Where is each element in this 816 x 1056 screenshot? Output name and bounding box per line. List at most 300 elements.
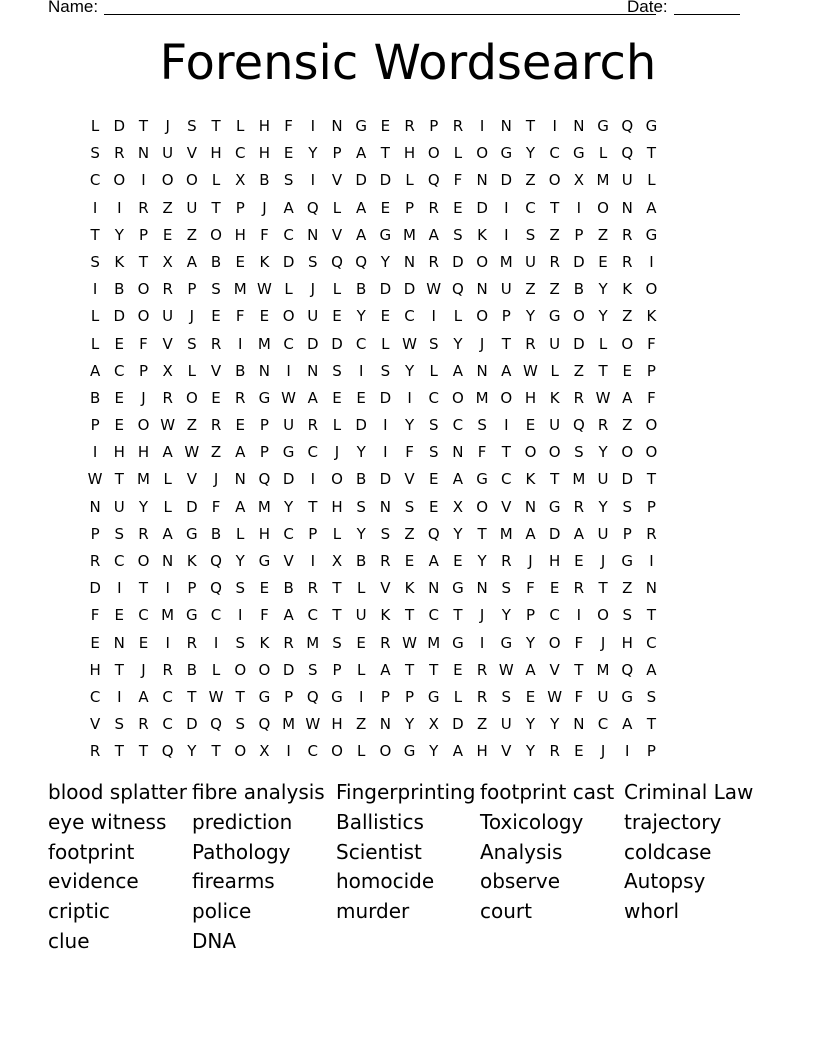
grid-letter[interactable]: P <box>622 524 632 543</box>
grid-letter[interactable]: Q <box>210 715 222 734</box>
grid-letter[interactable]: Y <box>429 742 439 761</box>
grid-letter[interactable]: Z <box>525 280 536 299</box>
grid-letter[interactable]: M <box>306 633 320 652</box>
grid-letter[interactable]: Y <box>114 225 124 244</box>
grid-letter[interactable]: S <box>235 579 245 598</box>
grid-letter[interactable]: C <box>452 416 464 435</box>
grid-letter[interactable]: V <box>501 497 512 516</box>
grid-letter[interactable]: O <box>548 171 561 190</box>
grid-letter[interactable]: T <box>114 742 124 761</box>
grid-letter[interactable]: C <box>283 225 294 244</box>
grid-letter[interactable]: B <box>210 252 222 271</box>
grid-letter[interactable]: C <box>501 470 512 489</box>
grid-letter[interactable]: U <box>355 606 367 625</box>
grid-letter[interactable]: E <box>211 307 221 326</box>
grid-letter[interactable]: B <box>573 280 584 299</box>
grid-letter[interactable]: I <box>213 633 219 652</box>
grid-letter[interactable]: O <box>210 225 222 244</box>
grid-letter[interactable]: N <box>621 198 633 217</box>
grid-letter[interactable]: I <box>141 171 146 190</box>
grid-letter[interactable]: N <box>645 579 658 598</box>
grid-letter[interactable]: T <box>211 198 221 217</box>
grid-letter[interactable]: E <box>574 552 584 570</box>
grid-letter[interactable]: Q <box>572 416 585 435</box>
grid-letter[interactable]: T <box>646 606 656 625</box>
grid-letter[interactable]: O <box>452 388 464 407</box>
grid-letter[interactable]: U <box>162 144 174 163</box>
grid-letter[interactable]: C <box>404 307 415 326</box>
grid-letter[interactable]: I <box>504 225 509 244</box>
grid-letter[interactable]: Z <box>622 579 633 598</box>
grid-letter[interactable]: G <box>621 687 634 706</box>
grid-letter[interactable]: T <box>646 144 656 163</box>
grid-letter[interactable]: Z <box>573 361 584 380</box>
grid-letter[interactable]: W <box>281 388 297 407</box>
grid-letter[interactable]: K <box>259 252 270 271</box>
grid-letter[interactable]: X <box>428 715 439 734</box>
grid-letter[interactable]: A <box>622 388 633 407</box>
grid-letter[interactable]: F <box>260 225 269 244</box>
grid-letter[interactable]: E <box>114 416 125 435</box>
grid-letter[interactable]: A <box>186 252 197 271</box>
grid-letter[interactable]: G <box>476 470 488 489</box>
grid-letter[interactable]: D <box>355 171 367 190</box>
grid-letter[interactable]: C <box>283 334 294 353</box>
grid-letter[interactable]: S <box>211 280 221 299</box>
grid-letter[interactable]: L <box>90 307 100 326</box>
grid-letter[interactable]: R <box>138 198 149 217</box>
grid-letter[interactable]: O <box>185 171 198 190</box>
grid-letter[interactable]: P <box>405 198 415 217</box>
grid-letter[interactable]: O <box>548 443 561 462</box>
grid-letter[interactable]: V <box>501 742 512 761</box>
grid-letter[interactable]: O <box>621 334 634 353</box>
grid-letter[interactable]: F <box>405 443 414 462</box>
grid-letter[interactable]: Y <box>501 606 511 625</box>
grid-letter[interactable]: L <box>332 416 342 435</box>
grid-letter[interactable]: J <box>141 660 146 679</box>
grid-letter[interactable]: G <box>258 687 271 706</box>
grid-letter[interactable]: H <box>403 144 416 163</box>
grid-letter[interactable]: E <box>525 687 536 706</box>
grid-letter[interactable]: A <box>356 144 367 163</box>
grid-letter[interactable]: Y <box>525 307 536 326</box>
grid-letter[interactable]: T <box>138 117 149 135</box>
grid-letter[interactable]: T <box>380 144 390 163</box>
grid-letter[interactable]: Z <box>476 715 488 734</box>
grid-letter[interactable]: D <box>186 497 198 516</box>
grid-letter[interactable]: F <box>90 606 100 625</box>
grid-letter[interactable]: R <box>380 633 391 652</box>
grid-letter[interactable]: C <box>549 606 560 625</box>
grid-letter[interactable]: B <box>356 552 367 570</box>
grid-letter[interactable]: Y <box>525 633 536 652</box>
grid-letter[interactable]: D <box>573 334 585 353</box>
grid-letter[interactable]: M <box>257 334 271 353</box>
grid-letter[interactable]: L <box>356 579 366 598</box>
grid-letter[interactable]: Z <box>549 280 560 299</box>
grid-letter[interactable]: L <box>332 280 342 299</box>
grid-letter[interactable]: S <box>428 334 439 353</box>
grid-letter[interactable]: P <box>90 416 100 435</box>
grid-letter[interactable]: W <box>595 388 611 407</box>
grid-letter[interactable]: D <box>500 171 513 190</box>
grid-letter[interactable]: A <box>501 361 512 380</box>
grid-letter[interactable]: S <box>574 443 584 462</box>
grid-letter[interactable]: V <box>162 334 173 353</box>
grid-letter[interactable]: D <box>355 416 367 435</box>
grid-letter[interactable]: I <box>358 361 364 380</box>
grid-letter[interactable]: G <box>645 225 658 244</box>
grid-letter[interactable]: Y <box>356 443 366 462</box>
grid-letter[interactable]: B <box>356 280 367 299</box>
grid-letter[interactable]: O <box>524 443 537 462</box>
grid-letter[interactable]: S <box>283 171 294 190</box>
grid-letter[interactable]: O <box>572 307 585 326</box>
grid-letter[interactable]: L <box>429 361 438 380</box>
grid-letter[interactable]: A <box>235 443 246 462</box>
grid-letter[interactable]: R <box>549 252 560 271</box>
grid-letter[interactable]: G <box>186 606 198 625</box>
grid-letter[interactable]: U <box>307 307 319 326</box>
grid-letter[interactable]: K <box>114 252 125 271</box>
grid-letter[interactable]: C <box>114 552 125 570</box>
grid-letter[interactable]: Q <box>258 715 271 734</box>
grid-letter[interactable]: H <box>524 388 537 407</box>
grid-letter[interactable]: X <box>259 742 270 761</box>
grid-letter[interactable]: I <box>552 117 557 135</box>
grid-letter[interactable]: U <box>597 687 609 706</box>
grid-letter[interactable]: I <box>117 198 122 217</box>
grid-letter[interactable]: O <box>645 443 658 462</box>
grid-letter[interactable]: S <box>235 633 245 652</box>
grid-letter[interactable]: D <box>403 280 416 299</box>
grid-letter[interactable]: P <box>525 606 535 625</box>
grid-letter[interactable]: W <box>305 715 321 734</box>
grid-letter[interactable]: L <box>211 660 221 679</box>
grid-letter[interactable]: R <box>573 497 585 516</box>
grid-letter[interactable]: A <box>646 198 657 217</box>
grid-letter[interactable]: I <box>576 198 582 217</box>
grid-letter[interactable]: J <box>600 742 606 761</box>
name-field[interactable] <box>104 14 656 15</box>
grid-letter[interactable]: R <box>428 252 439 271</box>
grid-letter[interactable]: U <box>621 171 633 190</box>
grid-letter[interactable]: R <box>476 660 488 679</box>
grid-letter[interactable]: F <box>574 687 584 706</box>
grid-letter[interactable]: R <box>646 524 657 543</box>
grid-letter[interactable]: I <box>310 470 315 489</box>
grid-letter[interactable]: H <box>137 443 150 462</box>
grid-letter[interactable]: I <box>165 633 170 652</box>
grid-letter[interactable]: E <box>332 388 342 407</box>
grid-letter[interactable]: C <box>428 606 439 625</box>
grid-letter[interactable]: R <box>89 742 101 761</box>
grid-letter[interactable]: K <box>622 280 633 299</box>
grid-letter[interactable]: I <box>165 579 170 598</box>
grid-letter[interactable]: Z <box>186 416 197 435</box>
grid-letter[interactable]: K <box>646 307 657 326</box>
grid-letter[interactable]: W <box>87 470 103 489</box>
grid-letter[interactable]: U <box>162 307 174 326</box>
grid-letter[interactable]: D <box>113 307 126 326</box>
grid-letter[interactable]: X <box>331 552 343 570</box>
grid-letter[interactable]: O <box>548 633 561 652</box>
grid-letter[interactable]: O <box>137 307 150 326</box>
grid-letter[interactable]: G <box>452 579 464 598</box>
grid-letter[interactable]: C <box>307 443 319 462</box>
grid-letter[interactable]: J <box>479 606 485 625</box>
grid-letter[interactable]: O <box>137 280 150 299</box>
grid-letter[interactable]: G <box>258 552 271 570</box>
grid-letter[interactable]: H <box>258 117 271 135</box>
grid-letter[interactable]: A <box>525 660 536 679</box>
grid-letter[interactable]: T <box>646 715 656 734</box>
grid-letter[interactable]: Q <box>161 742 174 761</box>
grid-letter[interactable]: M <box>282 715 296 734</box>
grid-letter[interactable]: I <box>117 579 122 598</box>
grid-letter[interactable]: L <box>598 334 608 353</box>
grid-letter[interactable]: E <box>525 416 536 435</box>
grid-letter[interactable]: Z <box>210 443 222 462</box>
grid-letter[interactable]: A <box>452 742 464 761</box>
grid-letter[interactable]: O <box>597 606 609 625</box>
grid-letter[interactable]: R <box>307 416 318 435</box>
grid-letter[interactable]: C <box>234 144 246 163</box>
grid-letter[interactable]: S <box>356 497 366 516</box>
grid-letter[interactable]: R <box>283 633 294 652</box>
grid-letter[interactable]: V <box>331 225 343 244</box>
grid-letter[interactable]: E <box>428 497 439 516</box>
grid-letter[interactable]: Y <box>356 524 366 543</box>
grid-letter[interactable]: T <box>646 470 656 489</box>
grid-letter[interactable]: R <box>162 280 173 299</box>
grid-letter[interactable]: A <box>162 443 173 462</box>
grid-letter[interactable]: M <box>136 470 150 489</box>
grid-letter[interactable]: H <box>331 715 343 734</box>
grid-letter[interactable]: J <box>189 307 195 326</box>
grid-letter[interactable]: P <box>284 687 294 706</box>
grid-letter[interactable]: Z <box>549 225 560 244</box>
grid-letter[interactable]: V <box>210 361 222 380</box>
grid-letter[interactable]: P <box>138 225 148 244</box>
grid-letter[interactable]: E <box>90 633 100 652</box>
grid-letter[interactable]: R <box>138 524 149 543</box>
grid-letter[interactable]: I <box>238 334 243 353</box>
grid-letter[interactable]: R <box>210 416 222 435</box>
grid-letter[interactable]: I <box>479 633 485 652</box>
grid-letter[interactable]: P <box>332 660 342 679</box>
grid-letter[interactable]: U <box>500 715 512 734</box>
grid-letter[interactable]: L <box>356 742 366 761</box>
grid-letter[interactable]: S <box>646 687 657 706</box>
grid-letter[interactable]: W <box>523 361 538 380</box>
grid-letter[interactable]: W <box>184 443 200 462</box>
grid-letter[interactable]: C <box>89 687 101 706</box>
grid-letter[interactable]: E <box>114 606 125 625</box>
grid-letter[interactable]: A <box>452 470 464 489</box>
date-field[interactable] <box>674 14 740 15</box>
grid-letter[interactable]: L <box>90 117 100 135</box>
grid-letter[interactable]: A <box>428 225 439 244</box>
grid-letter[interactable]: N <box>89 497 101 516</box>
grid-letter[interactable]: Z <box>525 171 536 190</box>
grid-letter[interactable]: G <box>500 633 513 652</box>
grid-letter[interactable]: U <box>597 524 609 543</box>
grid-letter[interactable]: R <box>89 552 101 570</box>
grid-letter[interactable]: S <box>114 715 125 734</box>
grid-letter[interactable]: O <box>331 470 343 489</box>
grid-letter[interactable]: G <box>548 307 561 326</box>
grid-letter[interactable]: I <box>310 117 315 135</box>
grid-letter[interactable]: S <box>501 687 512 706</box>
grid-letter[interactable]: A <box>162 524 173 543</box>
grid-letter[interactable]: C <box>162 715 173 734</box>
grid-letter[interactable]: T <box>598 579 608 598</box>
grid-letter[interactable]: J <box>600 633 606 652</box>
grid-letter[interactable]: E <box>428 470 439 489</box>
grid-letter[interactable]: J <box>310 280 315 299</box>
grid-letter[interactable]: V <box>380 579 391 598</box>
grid-letter[interactable]: L <box>453 687 463 706</box>
grid-letter[interactable]: K <box>549 388 560 407</box>
grid-letter[interactable]: S <box>332 633 342 652</box>
grid-letter[interactable]: L <box>332 524 342 543</box>
grid-letter[interactable]: Q <box>452 280 464 299</box>
grid-letter[interactable]: P <box>187 280 197 299</box>
grid-letter[interactable]: I <box>358 687 364 706</box>
grid-letter[interactable]: F <box>235 307 245 326</box>
grid-letter[interactable]: G <box>258 388 271 407</box>
grid-letter[interactable]: T <box>574 660 584 679</box>
grid-letter[interactable]: D <box>282 252 295 271</box>
grid-letter[interactable]: C <box>428 388 439 407</box>
grid-letter[interactable]: D <box>331 334 343 353</box>
grid-letter[interactable]: T <box>138 579 149 598</box>
grid-letter[interactable]: R <box>452 117 464 135</box>
grid-letter[interactable]: N <box>379 497 391 516</box>
grid-letter[interactable]: P <box>574 225 584 244</box>
grid-letter[interactable]: Y <box>598 497 608 516</box>
grid-letter[interactable]: P <box>501 307 511 326</box>
grid-letter[interactable]: E <box>114 388 125 407</box>
grid-letter[interactable]: A <box>622 715 633 734</box>
grid-letter[interactable]: H <box>621 633 633 652</box>
grid-letter[interactable]: H <box>234 225 246 244</box>
grid-letter[interactable]: O <box>379 742 392 761</box>
grid-letter[interactable]: F <box>574 633 584 652</box>
grid-letter[interactable]: F <box>284 117 293 135</box>
grid-letter[interactable]: O <box>137 416 150 435</box>
grid-letter[interactable]: O <box>234 742 247 761</box>
grid-letter[interactable]: A <box>428 552 439 570</box>
grid-letter[interactable]: N <box>476 579 488 598</box>
grid-letter[interactable]: K <box>477 225 488 244</box>
grid-letter[interactable]: N <box>476 361 488 380</box>
grid-letter[interactable]: Q <box>306 687 319 706</box>
grid-letter[interactable]: O <box>500 388 513 407</box>
grid-letter[interactable]: E <box>549 579 560 598</box>
grid-letter[interactable]: N <box>113 633 125 652</box>
grid-letter[interactable]: M <box>572 470 586 489</box>
grid-letter[interactable]: X <box>162 252 173 271</box>
grid-letter[interactable]: Y <box>308 144 318 163</box>
grid-letter[interactable]: H <box>476 742 488 761</box>
grid-letter[interactable]: T <box>429 660 439 679</box>
grid-letter[interactable]: R <box>501 552 512 570</box>
grid-letter[interactable]: K <box>525 470 536 489</box>
grid-letter[interactable]: H <box>113 443 125 462</box>
grid-letter[interactable]: U <box>524 252 536 271</box>
grid-letter[interactable]: L <box>405 171 414 190</box>
grid-letter[interactable]: S <box>622 606 632 625</box>
grid-letter[interactable]: M <box>161 606 175 625</box>
grid-letter[interactable]: C <box>162 687 173 706</box>
grid-letter[interactable]: Y <box>598 307 608 326</box>
grid-letter[interactable]: H <box>258 524 271 543</box>
grid-letter[interactable]: X <box>162 361 173 380</box>
grid-letter[interactable]: E <box>259 579 270 598</box>
grid-letter[interactable]: I <box>431 307 436 326</box>
grid-letter[interactable]: R <box>428 198 439 217</box>
grid-letter[interactable]: D <box>452 715 464 734</box>
grid-letter[interactable]: Y <box>525 144 536 163</box>
grid-letter[interactable]: B <box>186 660 197 679</box>
grid-letter[interactable]: W <box>160 416 176 435</box>
grid-letter[interactable]: E <box>404 552 415 570</box>
grid-letter[interactable]: F <box>139 334 148 353</box>
grid-letter[interactable]: B <box>356 470 367 489</box>
grid-letter[interactable]: J <box>334 443 340 462</box>
grid-letter[interactable]: R <box>138 715 149 734</box>
grid-letter[interactable]: P <box>90 524 100 543</box>
grid-letter[interactable]: Q <box>427 524 440 543</box>
grid-letter[interactable]: O <box>645 416 658 435</box>
grid-letter[interactable]: L <box>550 361 559 380</box>
grid-letter[interactable]: Y <box>404 361 415 380</box>
grid-letter[interactable]: O <box>621 443 634 462</box>
grid-letter[interactable]: C <box>283 524 294 543</box>
grid-letter[interactable]: Z <box>404 524 415 543</box>
grid-letter[interactable]: E <box>574 742 584 761</box>
grid-letter[interactable]: R <box>622 252 633 271</box>
grid-letter[interactable]: G <box>427 687 440 706</box>
grid-letter[interactable]: G <box>379 225 392 244</box>
grid-letter[interactable]: S <box>90 144 100 163</box>
grid-letter[interactable]: E <box>211 388 221 407</box>
grid-letter[interactable]: T <box>114 660 124 679</box>
grid-letter[interactable]: P <box>429 117 439 135</box>
grid-letter[interactable]: I <box>286 742 291 761</box>
grid-letter[interactable]: M <box>596 660 610 679</box>
grid-letter[interactable]: Y <box>477 552 487 570</box>
grid-letter[interactable]: S <box>428 443 439 462</box>
grid-letter[interactable]: Y <box>380 252 390 271</box>
grid-letter[interactable]: S <box>114 524 125 543</box>
grid-letter[interactable]: L <box>211 171 221 190</box>
grid-letter[interactable]: E <box>598 252 608 271</box>
grid-letter[interactable]: O <box>645 280 658 299</box>
grid-letter[interactable]: L <box>381 334 390 353</box>
grid-letter[interactable]: Y <box>525 715 536 734</box>
grid-letter[interactable]: L <box>332 198 342 217</box>
grid-letter[interactable]: D <box>379 171 392 190</box>
grid-letter[interactable]: B <box>210 524 222 543</box>
grid-letter[interactable]: T <box>211 117 221 135</box>
grid-letter[interactable]: Y <box>404 715 415 734</box>
grid-letter[interactable]: N <box>403 252 416 271</box>
grid-letter[interactable]: O <box>476 252 488 271</box>
